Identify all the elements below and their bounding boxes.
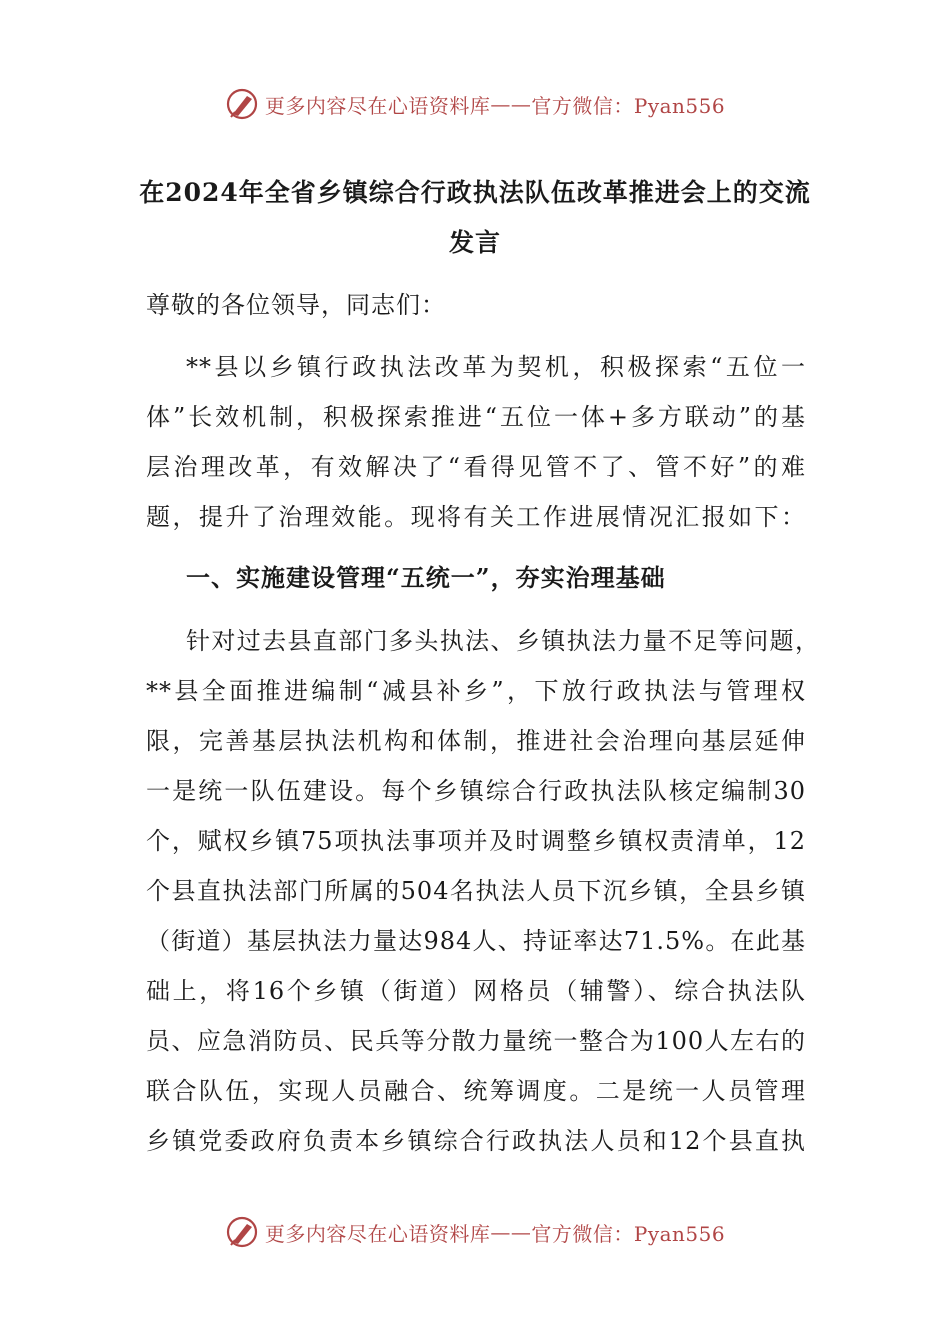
- pen-nib-logo-icon: [225, 87, 259, 121]
- section-1-line-6: 个县直执法部门所属的504名执法人员下沉乡镇，全县乡镇: [146, 877, 806, 905]
- intro-line-1: **县以乡镇行政执法改革为契机，积极探索“五位一: [186, 353, 806, 381]
- footer-banner: [0, 1212, 950, 1252]
- banner-wechat: 官方微信：Pyan556: [531, 1221, 726, 1246]
- banner-separator: ——: [490, 92, 532, 116]
- intro-line-4: 题，提升了治理效能。现将有关工作进展情况汇报如下：: [146, 503, 806, 531]
- section-1-line-8: 础上，将16个乡镇（街道）网格员（辅警）、综合执法队: [146, 977, 806, 1005]
- banner-text: 更多内容尽在心语资料库: [264, 1221, 491, 1246]
- section-1-line-11: 乡镇党委政府负责本乡镇综合行政执法人员和12个县直执: [146, 1127, 806, 1155]
- banner-text: 更多内容尽在心语资料库: [264, 93, 491, 118]
- document-title-line-1: 在2024年全省乡镇综合行政执法队伍改革推进会上的交流: [139, 178, 811, 207]
- document-title-line-2: 发言: [448, 228, 501, 257]
- section-1-line-2: **县全面推进编制“减县补乡”，下放行政执法与管理权: [146, 677, 806, 705]
- section-1-line-1: 针对过去县直部门多头执法、乡镇执法力量不足等问题，: [186, 627, 820, 655]
- section-1-line-3: 限，完善基层执法机构和体制，推进社会治理向基层延伸: [146, 727, 806, 755]
- section-1-line-4: 一是统一队伍建设。每个乡镇综合行政执法队核定编制30: [146, 777, 806, 805]
- intro-line-2: 体”长效机制，积极探索推进“五位一体+多方联动”的基: [146, 403, 806, 431]
- section-1-line-10: 联合队伍，实现人员融合、统筹调度。二是统一人员管理: [146, 1077, 806, 1105]
- banner-wechat: 官方微信：Pyan556: [531, 93, 726, 118]
- salutation: 尊敬的各位领导，同志们：: [146, 291, 446, 319]
- intro-line-3: 层治理改革，有效解决了“看得见管不了、管不好”的难: [146, 453, 806, 481]
- section-1-heading: 一、实施建设管理“五统一”，夯实治理基础: [186, 563, 666, 592]
- section-1-line-9: 员、应急消防员、民兵等分散力量统一整合为100人左右的: [146, 1027, 806, 1055]
- banner-separator: ——: [490, 1220, 532, 1244]
- header-banner: [0, 84, 950, 124]
- section-1-line-5: 个，赋权乡镇75项执法事项并及时调整乡镇权责清单，12: [146, 827, 806, 855]
- pen-nib-logo-icon: [225, 1215, 259, 1249]
- section-1-line-7: （街道）基层执法力量达984人、持证率达71.5%。在此基: [146, 927, 806, 955]
